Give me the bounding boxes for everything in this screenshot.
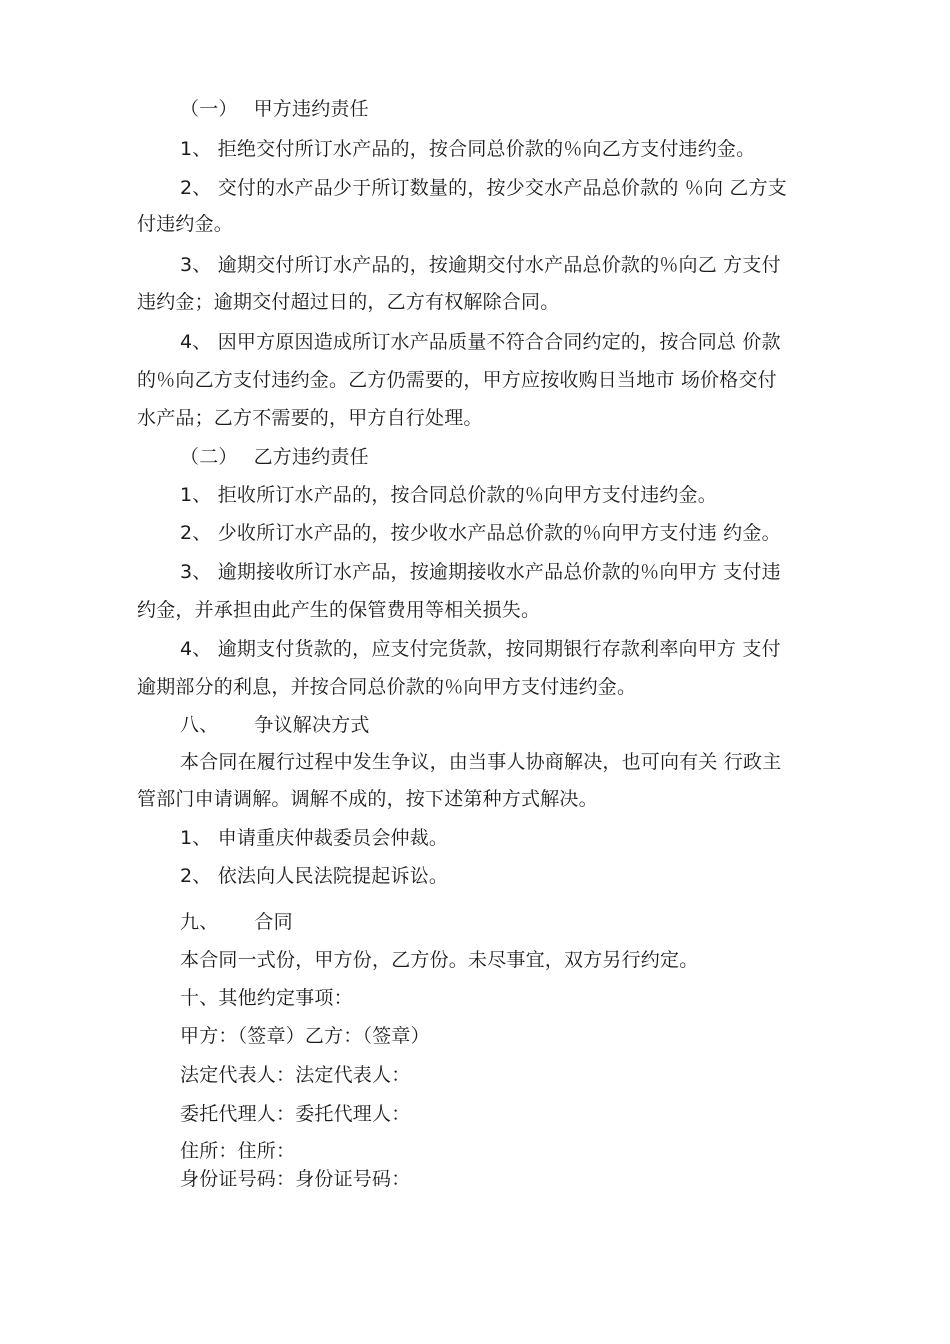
- clause-a2-line1: 2、 交付的水产品少于所订数量的，按少交水产品总价款的 ％向 乙方支: [180, 177, 788, 199]
- clause-a4-line2: 的％向乙方支付违约金。乙方仍需要的，甲方应按收购日当地市 场价格交付: [137, 369, 777, 391]
- heading-number: 九、: [180, 911, 219, 933]
- section-heading-contract: [180, 910, 293, 934]
- clause-a3-line2: 违约金；逾期交付超过日的，乙方有权解除合同。: [137, 291, 560, 313]
- clause-b4-line1: 4、 逾期支付货款的，应支付完货款，按同期银行存款利率向甲方 支付: [180, 638, 781, 660]
- clause-a2-line2: 付违约金。: [137, 213, 234, 235]
- heading-text: 甲方违约责任: [253, 98, 369, 120]
- contract-copies-paragraph: 本合同一式份，甲方份，乙方份。未尽事宜，双方另行约定。: [180, 949, 699, 971]
- section-heading-dispute-resolution: [180, 713, 370, 737]
- authorized-agent-line: 委托代理人：委托代理人：: [180, 1103, 411, 1125]
- id-number-line: 身份证号码：身份证号码：: [180, 1168, 411, 1190]
- heading-text: 合同: [254, 911, 293, 933]
- clause-b1: 1、 拒收所订水产品的，按合同总价款的％向甲方支付违约金。: [180, 484, 717, 506]
- clause-b3-line2: 约金，并承担由此产生的保管费用等相关损失。: [137, 599, 541, 621]
- clause-b4-line2: 逾期部分的利息，并按合同总价款的％向甲方支付违约金。: [137, 676, 637, 698]
- dispute-option-1: 1、 申请重庆仲裁委员会仲裁。: [180, 827, 449, 849]
- heading-text: 乙方违约责任: [253, 446, 369, 468]
- section-heading-other-terms: 十、其他约定事项：: [180, 987, 353, 1009]
- clause-a4-line1: 4、 因甲方原因造成所订水产品质量不符合合同约定的，按合同总 价款: [180, 331, 781, 353]
- heading-number: （一）: [180, 98, 238, 120]
- dispute-paragraph-line1: 本合同在履行过程中发生争议，由当事人协商解决，也可向有关 行政主: [180, 751, 782, 773]
- section-heading-party-b-liability: [180, 445, 369, 469]
- dispute-option-2: 2、 依法向人民法院提起诉讼。: [180, 865, 449, 887]
- clause-a3-line1: 3、 逾期交付所订水产品的，按逾期交付水产品总价款的％向乙 方支付: [180, 254, 781, 276]
- heading-text: 争议解决方式: [254, 714, 370, 736]
- legal-representative-line: 法定代表人：法定代表人：: [180, 1064, 411, 1086]
- address-line: 住所：住所：: [180, 1140, 296, 1162]
- section-heading-party-a-liability: [180, 97, 369, 121]
- heading-number: 八、: [180, 714, 219, 736]
- clause-a1: 1、 拒绝交付所订水产品的，按合同总价款的％向乙方支付违约金。: [180, 138, 756, 160]
- dispute-paragraph-line2: 管部门申请调解。调解不成的，按下述第种方式解决。: [137, 788, 598, 810]
- heading-number: （二）: [180, 446, 238, 468]
- clause-b3-line1: 3、 逾期接收所订水产品，按逾期接收水产品总价款的％向甲方 支付违: [180, 561, 781, 583]
- clause-b2: 2、 少收所订水产品的，按少收水产品总价款的％向甲方支付违 约金。: [180, 522, 781, 544]
- signature-party-line: 甲方：（签章）乙方：（签章）: [180, 1025, 430, 1047]
- clause-a4-line3: 水产品；乙方不需要的，甲方自行处理。: [137, 407, 483, 429]
